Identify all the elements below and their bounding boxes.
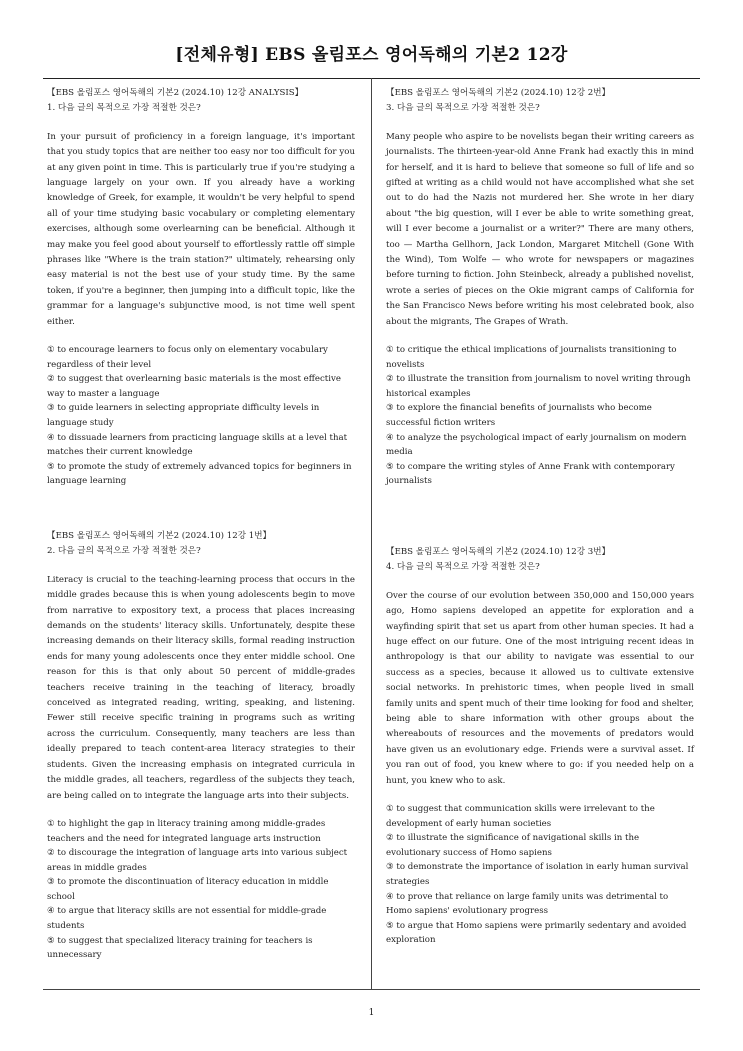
answer-choice[interactable]: ④ to argue that literacy skills are not essential for middle-grade students [47, 906, 327, 932]
bottom-divider [43, 989, 700, 990]
answer-choice[interactable]: ① to suggest that communication skills were irrelevant to the development of early human societies [386, 804, 655, 829]
answer-choice[interactable]: ① to encourage learners to focus only on elementary vocabulary regardless of their level [47, 345, 328, 370]
answer-choice[interactable]: ⑤ to promote the study of extremely advanced topics for beginners in language learning [47, 461, 352, 487]
answer-choice[interactable]: ② to illustrate the significance of navigational skills in the evolutionary success of Homo sapiens [386, 833, 640, 858]
answer-choices [386, 343, 694, 489]
answer-choice[interactable]: ① to critique the ethical implications of journalists transitioning to novelists [386, 345, 677, 370]
question-block-2 [47, 529, 355, 963]
question-prompt: 1. 다음 글의 목적으로 가장 적절한 것은? [47, 103, 201, 114]
question-passage: In your pursuit of proficiency in a foreign language, it's important that you study topics that are neither too easy nor too difficult for you at any given point in time. This is particularly true if you're studying a language largely on your own. If you already have a working knowledge of Greek, for example, it wouldn't be very helpful to spend all of your time studying basic vocabulary or completing elementary exercises, although some overlearning can be beneficial. Although it may make you feel good about yourself to effortlessly rattle off simple phrases like "Where is the train station?" ultimately, rehearsing only easy material is not the best use of your study time. By the same token, if you're a beginner, then jumping into a difficult topic, like the grammar for a language's subjunctive mood, is not time well spent either. [47, 131, 355, 327]
answer-choice[interactable]: ② to discourage the integration of language arts into various subject areas in middle grades [47, 848, 348, 873]
question-source: 【EBS 올림포스 영어독해의 기본2 (2024.10) 12강 2번】 [386, 88, 611, 98]
question-block-3 [386, 86, 694, 489]
answer-choice[interactable]: ② to illustrate the transition from journalism to novel writing through historical examples [386, 374, 691, 399]
answer-choices [386, 802, 694, 948]
answer-choice[interactable]: ④ to analyze the psychological impact of early journalism on modern media [386, 432, 687, 458]
answer-choice[interactable]: ① to highlight the gap in literacy training among middle-grades teachers and the need for integrated language arts instruction [47, 818, 326, 844]
question-source: 【EBS 올림포스 영어독해의 기본2 (2024.10) 12강 1번】 [47, 531, 272, 541]
question-passage: Over the course of our evolution between 350,000 and 150,000 years ago, Homo sapiens developed an appetite for exploration and a wayfinding spirit that set us apart from other human species. It had a huge effect on our future. One of the most intriguing recent ideas in anthropology is that our ability to navigate was essential to our success as a species, because it allowed us to cultivate extensive social networks. In prehistoric times, when people lived in small family units and spent much of their time looking for food and shelter, being able to share information with other groups about the whereabouts of resources and the movements of predators would have given us an evolutionary edge. Friends were a survival asset. If you ran out of food, you knew where to go: if you needed help on a hunt, you knew who to ask. [386, 590, 694, 786]
question-prompt: 4. 다음 글의 목적으로 가장 적절한 것은? [386, 562, 540, 573]
answer-choices [47, 343, 355, 489]
question-block-1 [47, 86, 355, 489]
answer-choices [47, 817, 355, 963]
answer-choice[interactable]: ⑤ to argue that Homo sapiens were primarily sedentary and avoided exploration [386, 920, 687, 946]
answer-choice[interactable]: ④ to dissuade learners from practicing language skills at a level that matches their current knowledge [47, 432, 348, 458]
answer-choice[interactable]: ③ to explore the financial benefits of journalists who become successful fiction writers [386, 403, 652, 429]
answer-choice[interactable]: ③ to guide learners in selecting appropriate difficulty levels in language study [47, 403, 320, 429]
question-passage: Literacy is crucial to the teaching-learning process that occurs in the middle grades because this is when young adolescents begin to move from narrative to expository text, a process that places increasing demands on the students' literacy skills. Unfortunately, despite these increasing demands on their literacy skills, formal reading instruction ends for many young adolescents once they enter middle school. One reason for this is that only about 50 percent of middle-grades teachers receive training in the teaching of literacy, broadly conceived as integrated reading, writing, speaking, and listening. Fewer still receive specific training in programs such as writing across the curriculum. Consequently, many teachers are less than ideally prepared to teach content-area literacy strategies to their students. Given the increasing emphasis on integrated curricula in the middle grades, all teachers, regardless of the subjects they teach, are being called on to integrate the language arts into their subjects. [47, 574, 355, 801]
page-number: 1 [368, 1008, 375, 1018]
answer-choice[interactable]: ③ to promote the discontinuation of literacy education in middle school [47, 877, 329, 902]
question-prompt: 2. 다음 글의 목적으로 가장 적절한 것은? [47, 546, 201, 557]
answer-choice[interactable]: ④ to prove that reliance on large family units was detrimental to Homo sapiens' evolutionary progress [386, 891, 669, 917]
answer-choice[interactable]: ⑤ to compare the writing styles of Anne Frank with contemporary journalists [386, 461, 675, 487]
question-passage: Many people who aspire to be novelists began their writing careers as journalists. The thirteen-year-old Anne Frank had exactly this in mind for herself, and it is hard to believe that someone so full of life and so gifted at writing as a child would not have accomplished what she set out to do had the Nazis not murdered her. She wrote in her diary about "the big question, will I ever be able to write something great, will I ever become a journalist or a writer?" There are many others, too — Martha Gellhorn, Jack London, Margaret Mitchell (Gone With the Wind), Tom Wolfe — who wrote for newspapers or magazines before turning to fiction. John Steinbeck, already a published novelist, wrote a series of pieces on the Okie migrant camps of California for the San Francisco News before writing his most celebrated book, also about the migrants, The Grapes of Wrath. [386, 131, 694, 327]
answer-choice[interactable]: ③ to demonstrate the importance of isolation in early human survival strategies [386, 862, 689, 888]
column-divider [371, 78, 372, 989]
answer-choice[interactable]: ⑤ to suggest that specialized literacy training for teachers is unnecessary [47, 935, 313, 961]
question-prompt: 3. 다음 글의 목적으로 가장 적절한 것은? [386, 103, 540, 114]
question-source: 【EBS 올림포스 영어독해의 기본2 (2024.10) 12강 ANALYSIS】 [47, 88, 304, 98]
question-source: 【EBS 올림포스 영어독해의 기본2 (2024.10) 12강 3번】 [386, 547, 611, 557]
question-block-4 [386, 545, 694, 948]
page-title: [전체유형] EBS 올림포스 영어독해의 기본2 12강 [175, 45, 568, 65]
answer-choice[interactable]: ② to suggest that overlearning basic materials is the most effective way to master a language [47, 374, 341, 399]
